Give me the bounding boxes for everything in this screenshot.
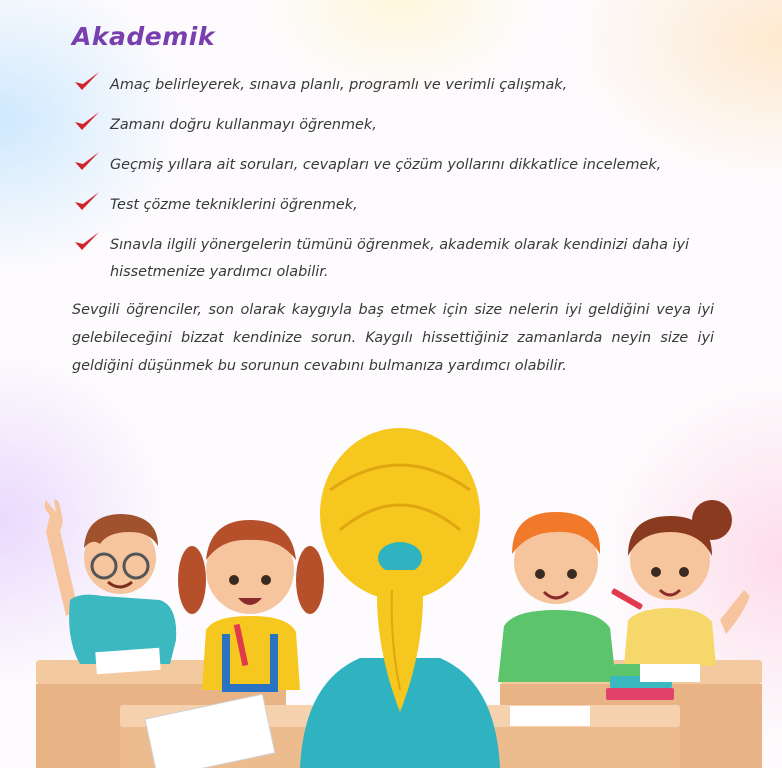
classroom-illustration bbox=[0, 420, 782, 768]
list-item bbox=[72, 152, 732, 179]
checkmark-icon bbox=[72, 150, 102, 174]
list-item-text: Sınavla ilgili yönergelerin tümünü öğrenmek, akademik olarak kendinizi daha iyi hissetmenize yardımcı olabilir. bbox=[110, 237, 690, 280]
section-title: Akademik bbox=[72, 22, 215, 51]
paper-sheet bbox=[510, 706, 590, 726]
paper-sheet bbox=[640, 664, 700, 682]
student-boy-redhair bbox=[498, 512, 616, 682]
checkmark-icon bbox=[72, 230, 102, 254]
checkmark-icon bbox=[72, 110, 102, 134]
list-item bbox=[72, 192, 732, 219]
list-item bbox=[72, 72, 732, 99]
checkmark-icon bbox=[72, 70, 102, 94]
student-girl-bun bbox=[611, 500, 750, 666]
checkmark-icon bbox=[72, 190, 102, 214]
closing-paragraph: Sevgili öğrenciler, son olarak kaygıyla baş etmek için size nelerin iyi geldiğini veya iyi gelebileceğini bizzat kendinize sorun. Kaygılı hissettiğiniz zamanlarda neyin size iyi geldiğini düşünmek bu sorunun cevabını bulmanıza yardımcı olabilir. bbox=[72, 302, 714, 374]
list-item-text: Test çözme tekniklerini öğrenmek, bbox=[110, 197, 358, 213]
student-boy-glasses bbox=[45, 500, 177, 675]
list-item-text: Zamanı doğru kullanmayı öğrenmek, bbox=[110, 117, 377, 133]
teacher bbox=[300, 428, 500, 768]
list-item-text: Amaç belirleyerek, sınava planlı, programlı ve verimli çalışmak, bbox=[110, 77, 568, 93]
tips-list bbox=[72, 72, 732, 299]
list-item bbox=[72, 232, 732, 286]
list-item bbox=[72, 112, 732, 139]
list-item-text: Geçmiş yıllara ait soruları, cevapları ve çözüm yollarını dikkatlice incelemek, bbox=[110, 157, 662, 173]
